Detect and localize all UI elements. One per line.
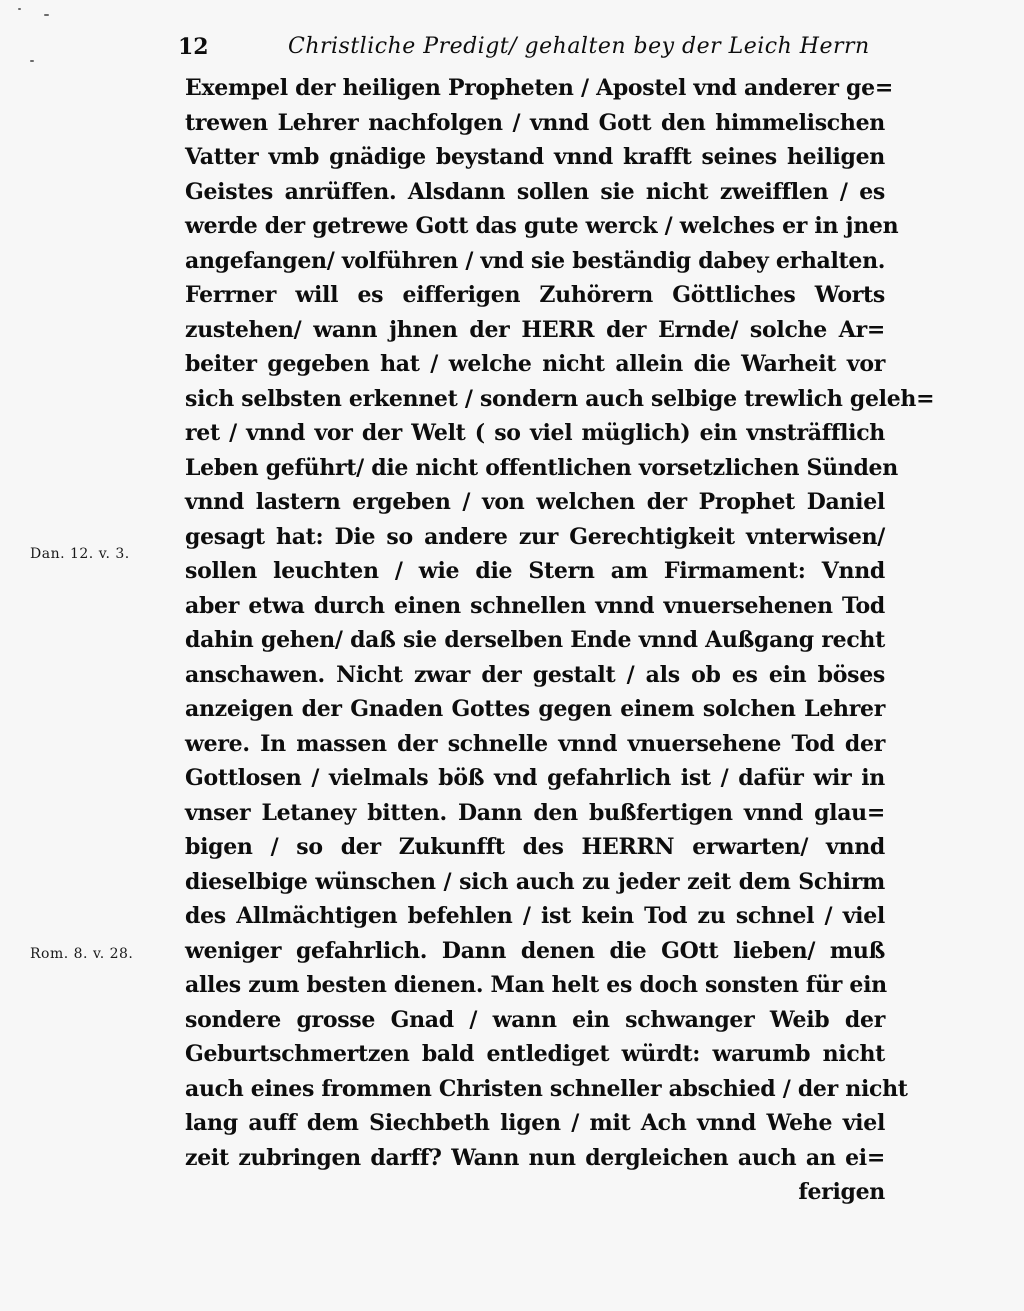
text-line: dahin gehen/ daß sie derselben Ende vnnd Außgang recht [185, 627, 885, 653]
text-line: Exempel der heiligen Propheten / Apostel vnd anderer ge= [185, 75, 893, 101]
page-header [178, 30, 898, 66]
catchword: ferigen [798, 1179, 885, 1205]
text-line: werde der getrewe Gott das gute werck / welches er in jnen [185, 213, 899, 239]
text-line: Vatter vmb gnädige beystand vnnd krafft seines heiligen [185, 144, 885, 170]
text-line: Geistes anrüffen. Alsdann sollen sie nicht zweifflen / es [185, 178, 885, 205]
text-line: sollen leuchten / wie die Stern am Firmament: Vnnd [185, 558, 885, 584]
text-line: alles zum besten dienen. Man helt es doch sonsten für ein [185, 972, 887, 998]
running-head: Christliche Predigt/ gehalten bey der Leich Herrn [288, 34, 870, 59]
text-line: zustehen/ wann jhnen der HERR der Ernde/ solche Ar= [185, 316, 885, 343]
text-line: sich selbsten erkennet / sondern auch selbige trewlich geleh= [185, 385, 935, 412]
sermon-body-text [185, 71, 935, 1210]
text-line: anzeigen der Gnaden Gottes gegen einem solchen Lehrer [185, 696, 885, 722]
text-line: Leben geführt/ die nicht offentlichen vorsetzlichen Sünden [185, 454, 898, 481]
text-line: bigen / so der Zukunfft des HERRN erwarten/ vnnd [185, 834, 885, 860]
text-line: vnser Letaney bitten. Dann den bußfertigen vnnd glau= [185, 799, 885, 826]
margin-note-romans: Rom. 8. v. 28. [30, 946, 134, 962]
text-line: were. In massen der schnelle vnnd vnuersehene Tod der [185, 730, 885, 757]
page-number: 12 [178, 34, 209, 60]
scan-speck [30, 60, 34, 62]
text-line: Ferrner will es eifferigen Zuhörern Göttliches Worts [185, 282, 885, 308]
scan-speck [18, 8, 21, 10]
text-line: lang auff dem Siechbeth ligen / mit Ach vnnd Wehe viel [185, 1110, 885, 1136]
scan-speck [44, 14, 49, 16]
text-line: dieselbige wünschen / sich auch zu jeder zeit dem Schirm [185, 868, 885, 895]
margin-note-daniel: Dan. 12. v. 3. [30, 546, 130, 562]
text-line: trewen Lehrer nachfolgen / vnnd Gott den himmelischen [185, 109, 885, 136]
text-line: Gottlosen / vielmals böß vnd gefahrlich ist / dafür wir in [185, 765, 885, 791]
text-line: zeit zubringen darff? Wann nun dergleichen auch an ei= [185, 1144, 885, 1171]
text-line: aber etwa durch einen schnellen vnnd vnuersehenen Tod [185, 592, 885, 619]
text-line: vnnd lastern ergeben / von welchen der Prophet Daniel [185, 489, 885, 515]
text-line: weniger gefahrlich. Dann denen die GOtt lieben/ muß [185, 937, 885, 964]
text-line: beiter gegeben hat / welche nicht allein die Warheit vor [185, 351, 885, 377]
text-line: ret / vnnd vor der Welt ( so viel müglich) ein vnsträfflich [185, 420, 885, 446]
text-line: des Allmächtigen befehlen / ist kein Tod zu schnel / viel [185, 903, 885, 929]
text-line: auch eines frommen Christen schneller abschied / der nicht [185, 1075, 908, 1102]
text-line: sondere grosse Gnad / wann ein schwanger Weib der [185, 1006, 885, 1033]
text-line: gesagt hat: Die so andere zur Gerechtigkeit vnterwisen/ [185, 523, 885, 550]
text-line: anschawen. Nicht zwar der gestalt / als ob es ein böses [185, 661, 885, 688]
text-line: angefangen/ volführen / vnd sie beständig dabey erhalten. [185, 247, 886, 274]
text-line: Geburtschmertzen bald entlediget würdt: warumb nicht [185, 1041, 885, 1067]
